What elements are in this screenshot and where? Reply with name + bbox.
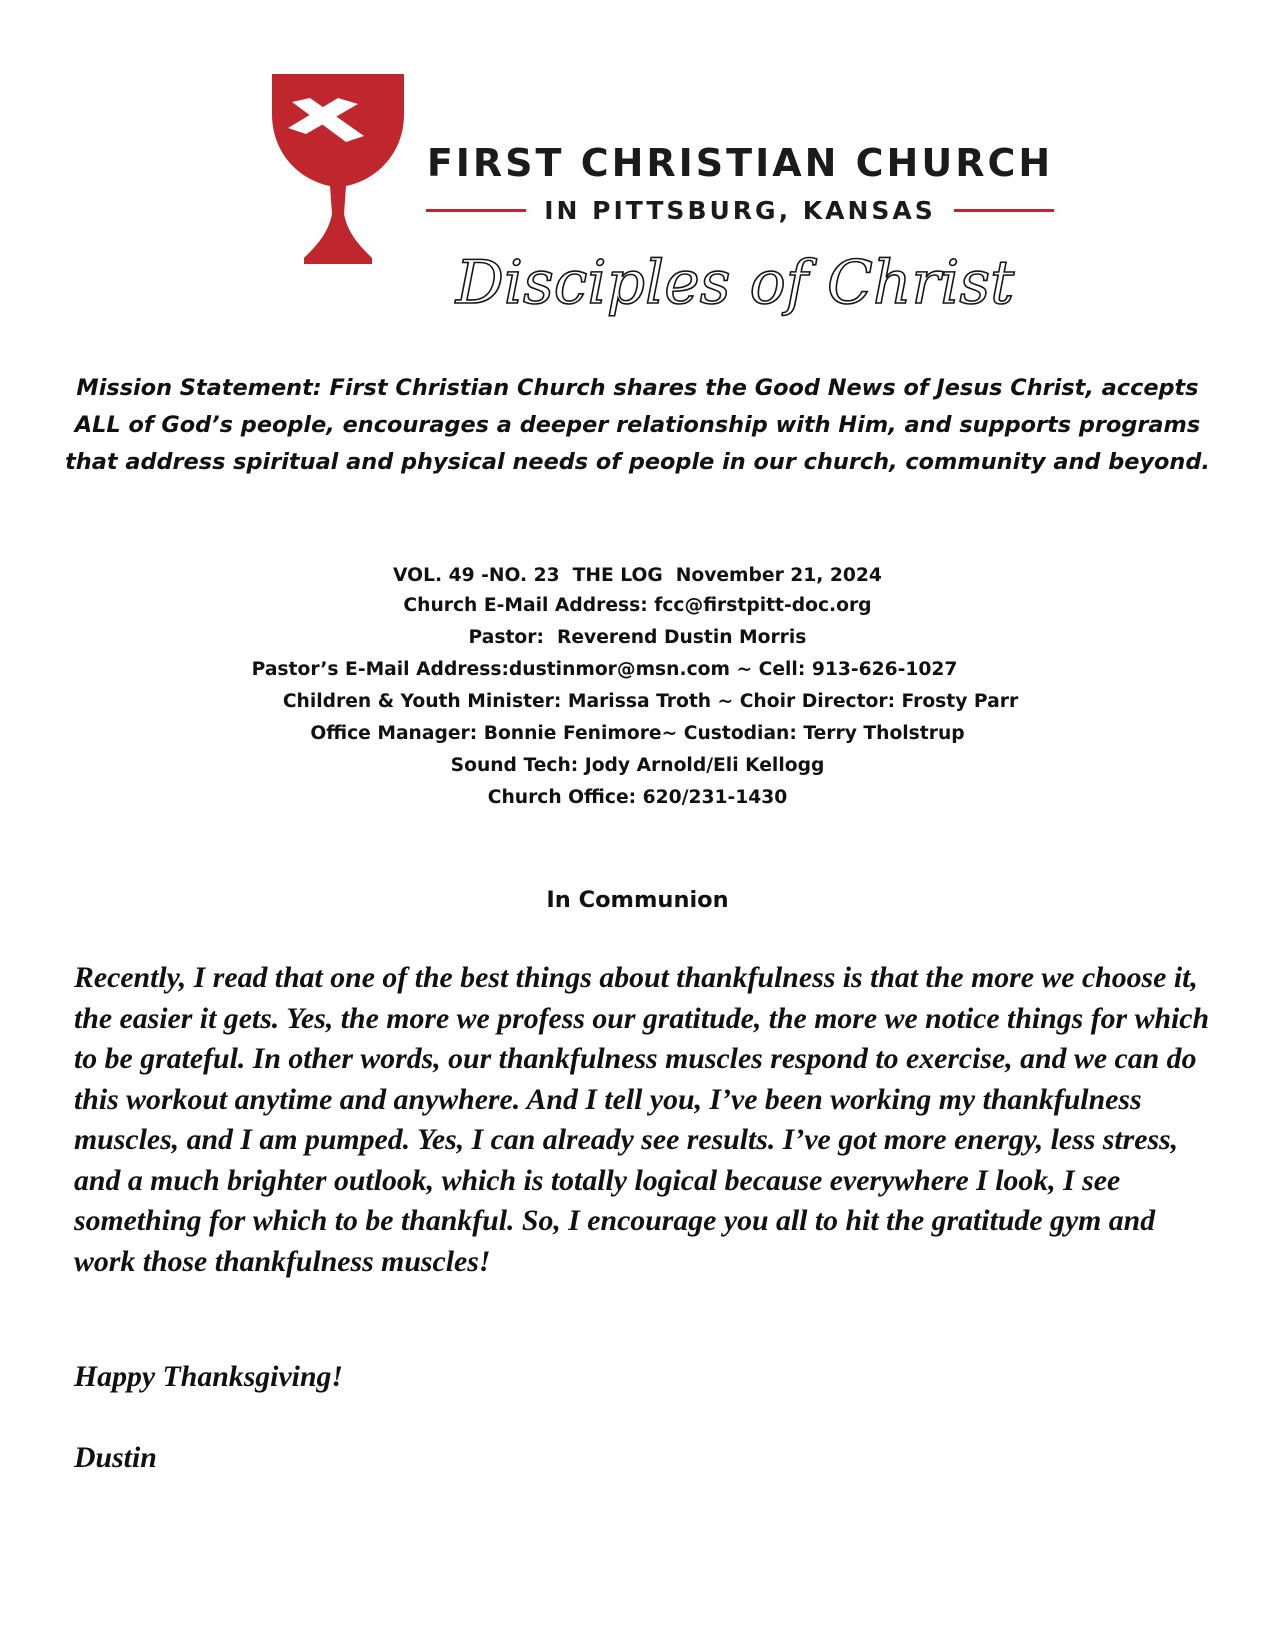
mission-statement: Mission Statement: First Christian Church shares the Good News of Jesus Christ, accepts ALL of God’s people, encourages a deeper relationship with Him, and supports programs that address spiritual and physical needs of people in our church, community and beyond. bbox=[65, 375, 1210, 475]
ministers-line: Children & Youth Minister: Marissa Troth ~ Choir Director: Frosty Parr bbox=[282, 691, 1019, 712]
office-phone-line: Church Office: 620/231-1430 bbox=[487, 787, 788, 808]
article-body: Recently, I read that one of the best things about thankfulness is that the more we choose it, the easier it gets. Yes, the more we profess our gratitude, the more we notice things for which to be grateful. In other words, our thankfulness muscles respond to exercise, and we can do this workout anytime and anywhere. And I tell you, I’ve been working my thankfulness muscles, and I am pumped. Yes, I can already see results. I’ve got more energy, less stress, and a much brighter outlook, which is totally logical because everywhere I look, I see something for which to be thankful. So, I encourage you all to hit the gratitude gym and work those thankfulness muscles! bbox=[74, 961, 1210, 1278]
pastor-contact-line: Pastor’s E-Mail Address:dustinmor@msn.com ~ Cell: 913-626-1027 bbox=[251, 659, 958, 680]
article-closing: Happy Thanksgiving! bbox=[74, 1360, 344, 1393]
staff-line: Office Manager: Bonnie Fenimore~ Custodian: Terry Tholstrup bbox=[310, 723, 965, 744]
pastor-line: Pastor: Reverend Dustin Morris bbox=[468, 627, 807, 648]
article-heading: In Communion bbox=[546, 887, 729, 913]
church-email-line: Church E-Mail Address: fcc@firstpitt-doc.org bbox=[403, 595, 872, 616]
church-name: FIRST CHRISTIAN CHURCH bbox=[426, 141, 1054, 185]
location-row bbox=[420, 190, 1060, 230]
chalice-icon bbox=[272, 74, 404, 264]
church-location: IN PITTSBURG, KANSAS bbox=[544, 195, 936, 225]
masthead-title bbox=[420, 140, 1060, 230]
article-signature: Dustin bbox=[74, 1441, 157, 1474]
issue-line: VOL. 49 -NO. 23 THE LOG November 21, 2024 bbox=[393, 565, 882, 586]
sound-tech-line: Sound Tech: Jody Arnold/Eli Kellogg bbox=[450, 755, 825, 776]
tagline-text: Disciples of Christ bbox=[455, 248, 1015, 318]
left-rule bbox=[426, 209, 526, 212]
right-rule bbox=[954, 209, 1054, 212]
tagline-script bbox=[455, 228, 1015, 348]
